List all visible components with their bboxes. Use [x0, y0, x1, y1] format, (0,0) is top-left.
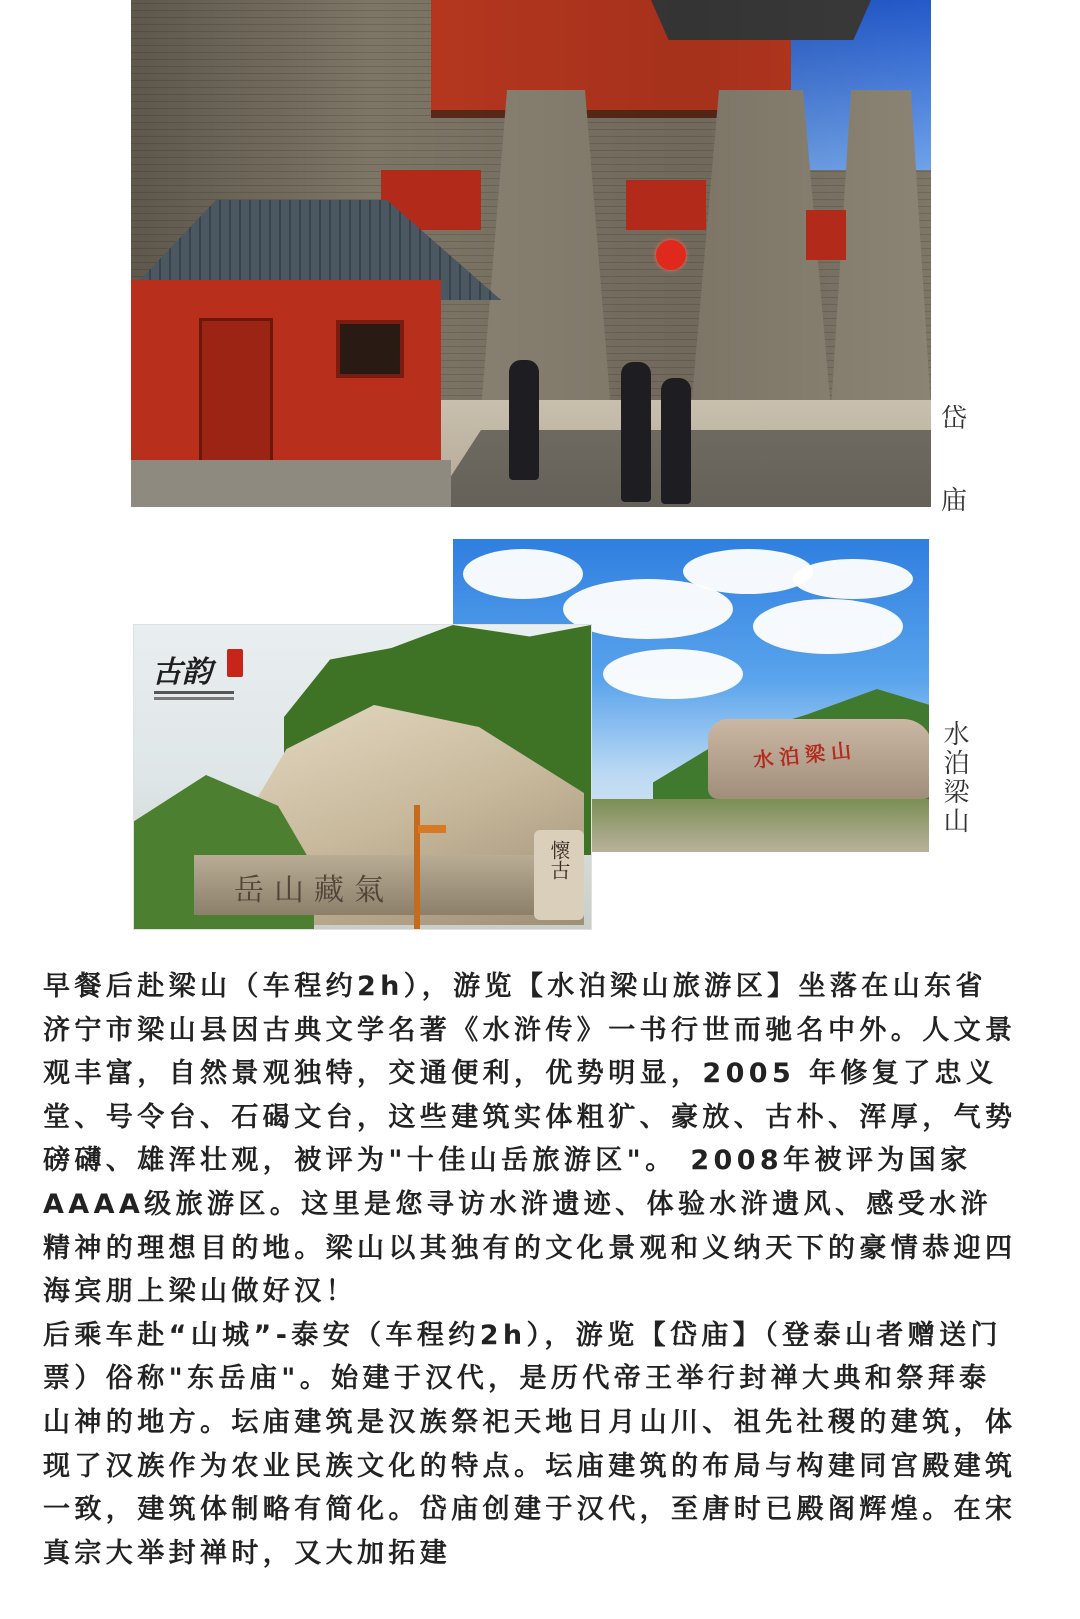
signpost	[414, 805, 420, 929]
caption-daimiao-char1: 岱	[940, 404, 967, 434]
cliff-inscription: 岳山藏氣	[234, 873, 394, 908]
red-lantern	[656, 240, 686, 270]
visitor-figure	[509, 360, 539, 480]
rock-inscription: 水泊梁山	[752, 737, 859, 773]
logo-mark: 古韵	[152, 655, 212, 690]
cloud	[603, 649, 743, 699]
gate-lintel	[626, 180, 706, 230]
guardhouse-door	[199, 318, 273, 472]
itinerary-article	[43, 965, 1018, 1575]
caption-shuipo-liangshan: 水泊梁山	[939, 720, 969, 836]
guyun-logo	[152, 647, 242, 707]
paragraph-daimiao: 后乘车赴“山城”-泰安（车程约2h），游览【岱庙】（登泰山者赠送门票）俗称"东岳庙"。始建于汉代，是历代帝王举行封禅大典和祭拜泰山神的地方。坛庙建筑是汉族祭祀天地日月山川、祖先社稷的建筑，体现了汉族作为农业民族文化的特点。坛庙建筑的布局与构建同宫殿建筑一致，建筑体制略有简化。岱庙创建于汉代，至唐时已殿阁辉煌。在宋真宗大举封禅时，又大加拓建	[43, 1319, 1017, 1569]
liangshan-cliff-photo	[133, 624, 592, 930]
visitor-figure	[621, 362, 651, 502]
stone-tablet-inscription: 懷古	[547, 840, 571, 880]
cloud	[753, 599, 903, 654]
logo-seal	[227, 649, 243, 677]
path-ground	[583, 799, 929, 852]
logo-subtitle	[154, 691, 234, 694]
guardhouse-window	[336, 320, 404, 378]
cloud	[463, 549, 583, 599]
cloud	[683, 549, 813, 594]
paragraph-liangshan: 早餐后赴梁山（车程约2h），游览【水泊梁山旅游区】坐落在山东省济宁市梁山县因古典文学名著《水浒传》一书行世而驰名中外。人文景观丰富，自然景观独特，交通便利，优势明显，2005 年修复了忠义堂、号令台、石碣文台，这些建筑实体粗犷、豪放、古朴、浑厚，气势磅礴、雄浑壮观，被评为"十佳山岳旅游区"。 2008年被评为国家AAAA级旅游区。这里是您寻访水浒遗迹、体验水浒遗风、感受水浒精神的理想目的地。梁山以其独有的文化景观和义纳天下的豪情恭迎四海宾朋上梁山做好汉！	[43, 971, 1017, 1308]
caption-daimiao-char2: 庙	[940, 486, 967, 516]
gate-lintel	[806, 210, 846, 260]
visitor-figure	[661, 378, 691, 504]
guardhouse-base	[131, 460, 451, 507]
daimiao-photo	[131, 0, 931, 507]
signpost-arm	[418, 825, 446, 833]
cloud	[793, 559, 913, 599]
